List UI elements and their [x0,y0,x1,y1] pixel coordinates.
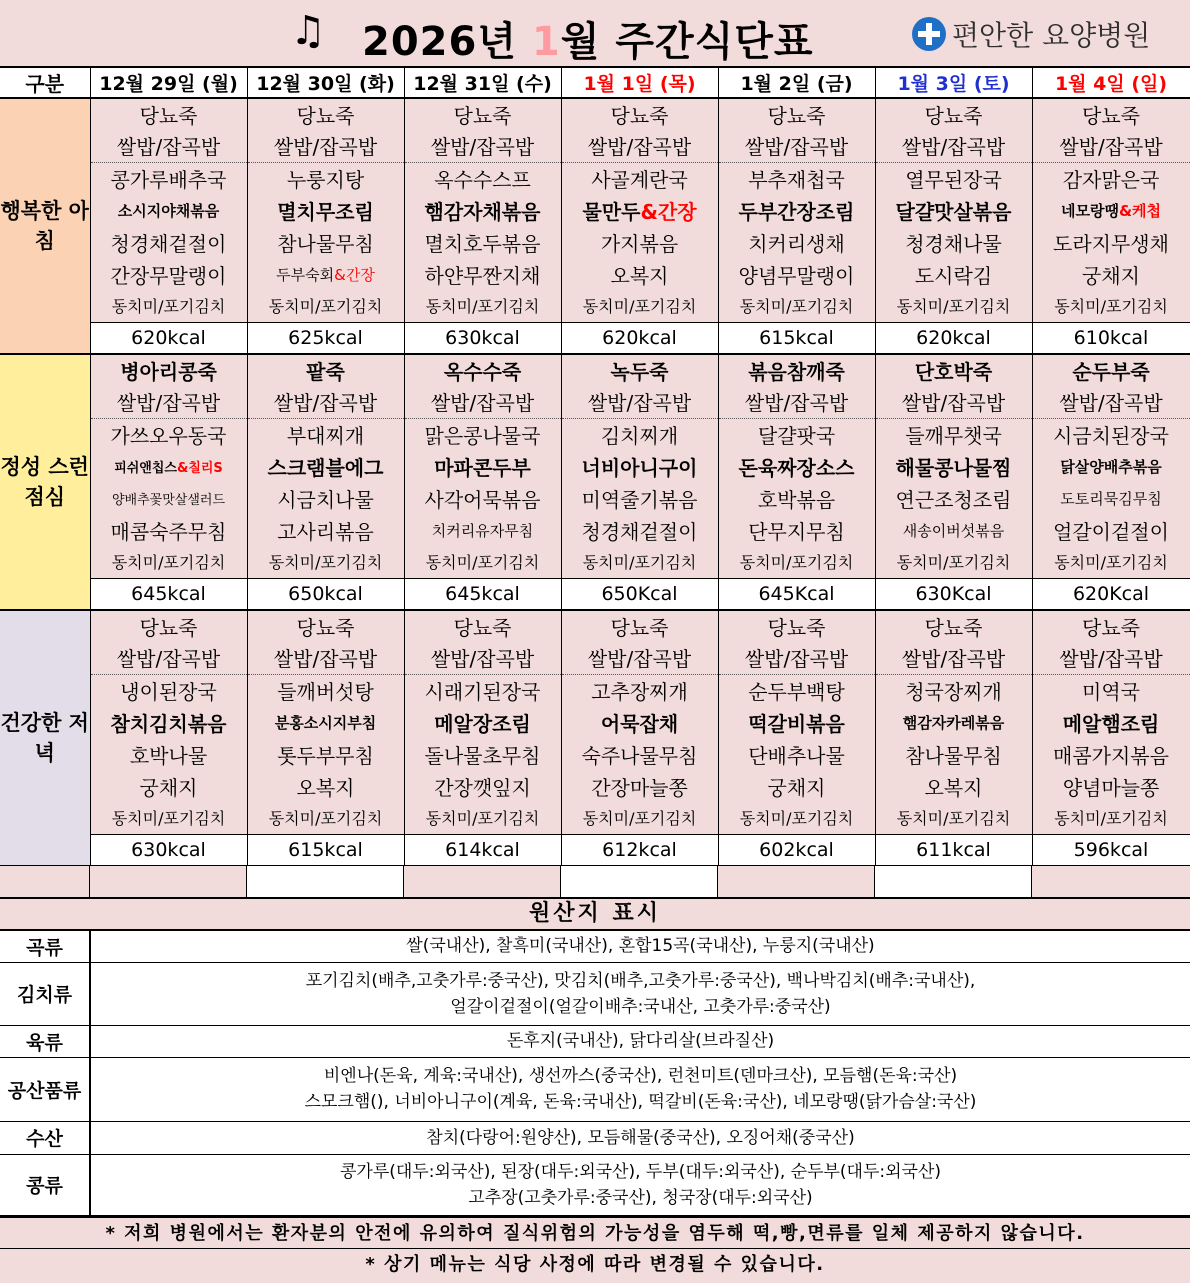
origin-line: 참치(다랑어:원양산), 모듬해물(중국산), 오징어채(중국산) [426,1127,855,1148]
spacer-row [0,866,1190,899]
kcal-value: 615kcal [718,322,875,354]
menu-item: 동치미/포기김치 [875,290,1032,322]
menu-item: 당뇨죽 [718,610,875,642]
meal-2-row-5 [0,770,1190,802]
meal-2-row-6 [0,802,1190,834]
menu-item: 쌀밥/잡곡밥 [561,642,718,674]
origin-detail [90,1057,1190,1121]
day-header-1: 12월 30일 (화) [247,68,404,98]
menu-item: 양념무말랭이 [718,258,875,290]
menu-item: 스크램블에그 [247,450,404,482]
kcal-value: 596kcal [1032,834,1190,866]
menu-item: 당뇨죽 [718,98,875,130]
meal-2-row-0 [0,610,1190,642]
origin-line: 스모크햄(), 너비아니구이(계육, 돈육:국내산), 떡갈비(돈육:국산), 네모랑땡(닭가슴살:국산) [304,1092,977,1112]
kcal-value: 620Kcal [1032,578,1190,610]
menu-item: 오복지 [875,770,1032,802]
menu-item: 쌀밥/잡곡밥 [875,642,1032,674]
menu-item: 시금치된장국 [1032,418,1190,450]
menu-item-side: &간장 [640,199,697,224]
menu-item: 너비아니구이 [561,450,718,482]
menu-item: 당뇨죽 [247,610,404,642]
menu-item: 해물콩나물찜 [875,450,1032,482]
meal-2-row-4 [0,738,1190,770]
menu-item: 당뇨죽 [90,610,247,642]
origin-row [0,1057,1190,1121]
meal-1-row-0 [0,354,1190,386]
menu-item: 두부간장조림 [718,194,875,226]
menu-item: 쌀밥/잡곡밥 [875,130,1032,162]
kcal-value: 620kcal [875,322,1032,354]
day-header-0: 12월 29일 (월) [90,68,247,98]
page-title [362,10,814,67]
day-header-2: 12월 31일 (수) [404,68,561,98]
menu-item: 고사리볶음 [247,514,404,546]
menu-item: 소시지야채볶음 [90,194,247,226]
menu-item: 당뇨죽 [90,98,247,130]
menu-item: 쌀밥/잡곡밥 [718,642,875,674]
menu-item: 팥죽 [247,354,404,386]
menu-item: 청경채나물 [875,226,1032,258]
menu-item: 동치미/포기김치 [875,802,1032,834]
menu-item: 병아리콩죽 [90,354,247,386]
title-month-number: 1 [531,19,561,65]
menu-item: 호박나물 [90,738,247,770]
menu-item: 새송이버섯볶음 [875,514,1032,546]
menu-item: 치커리유자무침 [404,514,561,546]
menu-item: 순두부백탕 [718,674,875,706]
kcal-value: 612kcal [561,834,718,866]
menu-item: 참나물무침 [875,738,1032,770]
menu-item: 청경채겉절이 [90,226,247,258]
menu-item: 들깨무챗국 [875,418,1032,450]
menu-item: 시래기된장국 [404,674,561,706]
origin-detail [90,962,1190,1025]
menu-item: 쌀밥/잡곡밥 [561,386,718,418]
menu-item-main: 물만두 [582,199,641,224]
kcal-value: 630kcal [404,322,561,354]
origin-line: 돈후지(국내산), 닭다리살(브라질산) [506,1031,775,1051]
menu-item: 열무된장국 [875,162,1032,194]
meal-2-row-1 [0,642,1190,674]
change-note: * 상기 메뉴는 식당 사정에 따라 변경될 수 있습니다. [0,1249,1190,1283]
menu-item: 매콤숙주무침 [90,514,247,546]
meal-1-row-6 [0,546,1190,578]
origin-category: 공산품류 [0,1057,90,1121]
menu-item-main: 두부숙회 [276,265,335,284]
menu-item: 동치미/포기김치 [247,290,404,322]
menu-item: 동치미/포기김치 [404,290,561,322]
menu-item: 쌀밥/잡곡밥 [1032,386,1190,418]
menu-item: 쌀밥/잡곡밥 [718,386,875,418]
menu-item: 햄감자카레볶음 [875,706,1032,738]
menu-item: 동치미/포기김치 [1032,802,1190,834]
menu-item: 맑은콩나물국 [404,418,561,450]
menu-item: 동치미/포기김치 [247,546,404,578]
origin-row [0,962,1190,1025]
menu-item: 달걀맛살볶음 [875,194,1032,226]
menu-item: 쌀밥/잡곡밥 [718,130,875,162]
menu-item: 동치미/포기김치 [90,290,247,322]
menu-item: 치커리생채 [718,226,875,258]
header [0,0,1190,68]
menu-item: 녹두죽 [561,354,718,386]
menu-item: 마파콘두부 [404,450,561,482]
menu-item: 들깨버섯탕 [247,674,404,706]
menu-item: 쌀밥/잡곡밥 [561,130,718,162]
menu-item: 단호박죽 [875,354,1032,386]
origin-line: 쌀(국내산), 찰흑미(국내산), 혼합15곡(국내산), 누룽지(국내산) [406,936,875,957]
meal-1-row-7 [0,578,1190,610]
meal-0-row-0 [0,98,1190,130]
meal-1-row-4 [0,482,1190,514]
origin-row [0,1025,1190,1057]
menu-item: 냉이된장국 [90,674,247,706]
day-header-6: 1월 4일 (일) [1032,68,1190,98]
meal-0-row-6 [0,290,1190,322]
menu-item: 사각어묵볶음 [404,482,561,514]
menu-item: 동치미/포기김치 [718,290,875,322]
menu-item: 간장무말랭이 [90,258,247,290]
meal-1-row-3 [0,450,1190,482]
menu-item: 간장마늘쫑 [561,770,718,802]
origin-line: 고추장(고춧가루:중국산), 청국장(대두:외국산) [468,1187,813,1208]
hospital-brand [912,14,1150,54]
menu-item: 당뇨죽 [404,98,561,130]
menu-item: 동치미/포기김치 [561,290,718,322]
kcal-value: 620kcal [90,322,247,354]
menu-item: 볶음참깨죽 [718,354,875,386]
menu-item: 궁채지 [1032,258,1190,290]
menu-item: 오복지 [247,770,404,802]
menu-item: 옥수수스프 [404,162,561,194]
menu-item: 동치미/포기김치 [1032,290,1190,322]
menu-item: 매콤가지볶음 [1032,738,1190,770]
menu-item: 달걀팟국 [718,418,875,450]
origin-detail [90,1154,1190,1215]
menu-item: 동치미/포기김치 [247,802,404,834]
menu-item: 쌀밥/잡곡밥 [247,130,404,162]
origin-row [0,1121,1190,1154]
origin-category: 육류 [0,1025,90,1057]
menu-item-side: &칠리S [176,460,223,476]
meal-0-row-5 [0,258,1190,290]
corner-label: 구분 [0,68,90,98]
menu-item: 연근조청조림 [875,482,1032,514]
origin-line: 비엔나(돈육, 계육:국내산), 생선까스(중국산), 런천미트(덴마크산), 모듬햄(돈육:국산) [323,1066,958,1086]
menu-item: 톳두부무침 [247,738,404,770]
menu-item: 호박볶음 [718,482,875,514]
medical-cross-icon [912,17,946,51]
menu-item: 김치찌개 [561,418,718,450]
menu-item: 햄감자채볶음 [404,194,561,226]
menu-item: 동치미/포기김치 [875,546,1032,578]
menu-item: 당뇨죽 [1032,610,1190,642]
menu-item: 미역줄기볶음 [561,482,718,514]
menu-item: 돌나물초무침 [404,738,561,770]
menu-item: 부대찌개 [247,418,404,450]
origin-detail [90,931,1190,962]
menu-item: 시금치나물 [247,482,404,514]
origin-row [0,1154,1190,1215]
kcal-value: 615kcal [247,834,404,866]
menu-item: 메알햄조림 [1032,706,1190,738]
kcal-value: 614kcal [404,834,561,866]
menu-item: 옥수수죽 [404,354,561,386]
menu-item: 순두부죽 [1032,354,1190,386]
title-rest: 월 주간식단표 [560,19,814,65]
meal-label-0: 행복한 아침 [0,98,90,354]
title-year: 2026년 [362,19,532,65]
menu-item: 멸치호두볶음 [404,226,561,258]
menu-item: 하얀무짠지채 [404,258,561,290]
menu-item: 멸치무조림 [247,194,404,226]
menu-item: 동치미/포기김치 [90,802,247,834]
meal-0-row-7 [0,322,1190,354]
menu-item [561,194,718,226]
meal-2-row-2 [0,674,1190,706]
menu-item: 도시락김 [875,258,1032,290]
menu-item: 도라지무생채 [1032,226,1190,258]
menu-item: 간장깻잎지 [404,770,561,802]
menu-item: 쌀밥/잡곡밥 [404,386,561,418]
menu-item: 동치미/포기김치 [561,802,718,834]
meal-0-row-3 [0,194,1190,226]
menu-item: 고추장찌개 [561,674,718,706]
kcal-value: 611kcal [875,834,1032,866]
origin-title: 원산지 표시 [0,899,1190,931]
menu-body [0,98,1190,866]
origin-category: 콩류 [0,1154,90,1215]
menu-item: 쌀밥/잡곡밥 [90,130,247,162]
menu-item: 동치미/포기김치 [718,802,875,834]
meal-0-row-4 [0,226,1190,258]
origin-line: 얼갈이겉절이(얼갈이배추:국내산, 고춧가루:중국산) [450,996,831,1017]
day-header-3: 1월 1일 (목) [561,68,718,98]
kcal-value: 650kcal [247,578,404,610]
kcal-value: 645kcal [404,578,561,610]
menu-item [247,258,404,290]
menu-item: 도토리묵김무침 [1032,482,1190,514]
menu-item [90,450,247,482]
menu-item: 동치미/포기김치 [404,546,561,578]
menu-item: 쌀밥/잡곡밥 [875,386,1032,418]
menu-item: 돈육짜장소스 [718,450,875,482]
day-header-4: 1월 2일 (금) [718,68,875,98]
menu-item: 동치미/포기김치 [561,546,718,578]
menu-item: 가쓰오우동국 [90,418,247,450]
menu-item: 참치김치볶음 [90,706,247,738]
menu-item: 부추재첩국 [718,162,875,194]
origin-row [0,931,1190,962]
kcal-value: 620kcal [561,322,718,354]
menu-table [0,68,1190,867]
menu-item: 미역국 [1032,674,1190,706]
menu-item: 참나물무침 [247,226,404,258]
menu-item: 당뇨죽 [1032,98,1190,130]
meal-2-row-7 [0,834,1190,866]
menu-item: 분홍소시지부침 [247,706,404,738]
kcal-value: 645Kcal [718,578,875,610]
menu-item: 쌀밥/잡곡밥 [90,642,247,674]
menu-item: 쌀밥/잡곡밥 [247,642,404,674]
origin-line: 콩가루(대두:외국산), 된장(대두:외국산), 두부(대두:외국산), 순두부(대두:외국산) [339,1161,942,1182]
menu-item: 쌀밥/잡곡밥 [404,642,561,674]
day-header-row [0,68,1190,98]
menu-item: 메알장조림 [404,706,561,738]
menu-item: 쌀밥/잡곡밥 [247,386,404,418]
menu-item: 오복지 [561,258,718,290]
meal-0-row-2 [0,162,1190,194]
menu-item: 감자맑은국 [1032,162,1190,194]
menu-item: 당뇨죽 [247,98,404,130]
hospital-name: 편안한 요양병원 [952,19,1151,52]
origin-detail [90,1025,1190,1057]
menu-item-side: &케첩 [1118,201,1162,220]
origin-line: 포기김치(배추,고춧가루:중국산), 맛김치(배추,고춧가루:중국산), 백나박김치(배추:국내산), [305,970,976,991]
meal-label-1: 정성 스런 점심 [0,354,90,610]
menu-item: 쌀밥/잡곡밥 [1032,130,1190,162]
menu-item: 당뇨죽 [404,610,561,642]
meal-0-row-1 [0,130,1190,162]
menu-item: 청국장찌개 [875,674,1032,706]
origin-detail [90,1121,1190,1154]
menu-item: 숙주나물무침 [561,738,718,770]
music-notes-icon: ♫ [290,8,326,54]
menu-item: 얼갈이겉절이 [1032,514,1190,546]
origin-category: 김치류 [0,962,90,1025]
menu-item-side: &간장 [334,265,375,284]
menu-item: 동치미/포기김치 [1032,546,1190,578]
origin-category: 곡류 [0,931,90,962]
menu-item: 양념마늘쫑 [1032,770,1190,802]
menu-item: 쌀밥/잡곡밥 [404,130,561,162]
safety-note: * 저희 병원에서는 환자분의 안전에 유의하여 질식위험의 가능성을 염두해 떡,빵,면류를 일체 제공하지 않습니다. [0,1216,1190,1249]
origin-category: 수산 [0,1121,90,1154]
menu-item [1032,194,1190,226]
meal-1-row-5 [0,514,1190,546]
kcal-value: 625kcal [247,322,404,354]
kcal-value: 610kcal [1032,322,1190,354]
origin-table [0,931,1190,1216]
meal-1-row-2 [0,418,1190,450]
menu-item: 어묵잡채 [561,706,718,738]
menu-item-main: 피쉬앤칩스 [114,460,177,476]
menu-item: 동치미/포기김치 [404,802,561,834]
kcal-value: 650Kcal [561,578,718,610]
menu-item: 궁채지 [90,770,247,802]
meal-1-row-1 [0,386,1190,418]
kcal-value: 630kcal [90,834,247,866]
menu-item: 떡갈비볶음 [718,706,875,738]
menu-item: 동치미/포기김치 [90,546,247,578]
menu-item: 사골계란국 [561,162,718,194]
menu-item: 콩가루배추국 [90,162,247,194]
menu-item: 가지볶음 [561,226,718,258]
menu-item: 쌀밥/잡곡밥 [1032,642,1190,674]
meal-2-row-3 [0,706,1190,738]
kcal-value: 645kcal [90,578,247,610]
menu-item: 당뇨죽 [875,98,1032,130]
menu-item: 궁채지 [718,770,875,802]
menu-item: 당뇨죽 [561,98,718,130]
menu-item: 양배추꽃맛살샐러드 [90,482,247,514]
menu-item: 쌀밥/잡곡밥 [90,386,247,418]
day-header-5: 1월 3일 (토) [875,68,1032,98]
kcal-value: 602kcal [718,834,875,866]
menu-item: 단무지무침 [718,514,875,546]
menu-item: 청경채겉절이 [561,514,718,546]
menu-item: 누룽지탕 [247,162,404,194]
menu-item: 닭살양배추볶음 [1032,450,1190,482]
menu-item: 단배추나물 [718,738,875,770]
menu-item: 동치미/포기김치 [718,546,875,578]
menu-item: 당뇨죽 [875,610,1032,642]
kcal-value: 630Kcal [875,578,1032,610]
menu-item: 당뇨죽 [561,610,718,642]
meal-label-2: 건강한 저녁 [0,610,90,866]
menu-item-main: 네모랑땡 [1060,201,1119,220]
